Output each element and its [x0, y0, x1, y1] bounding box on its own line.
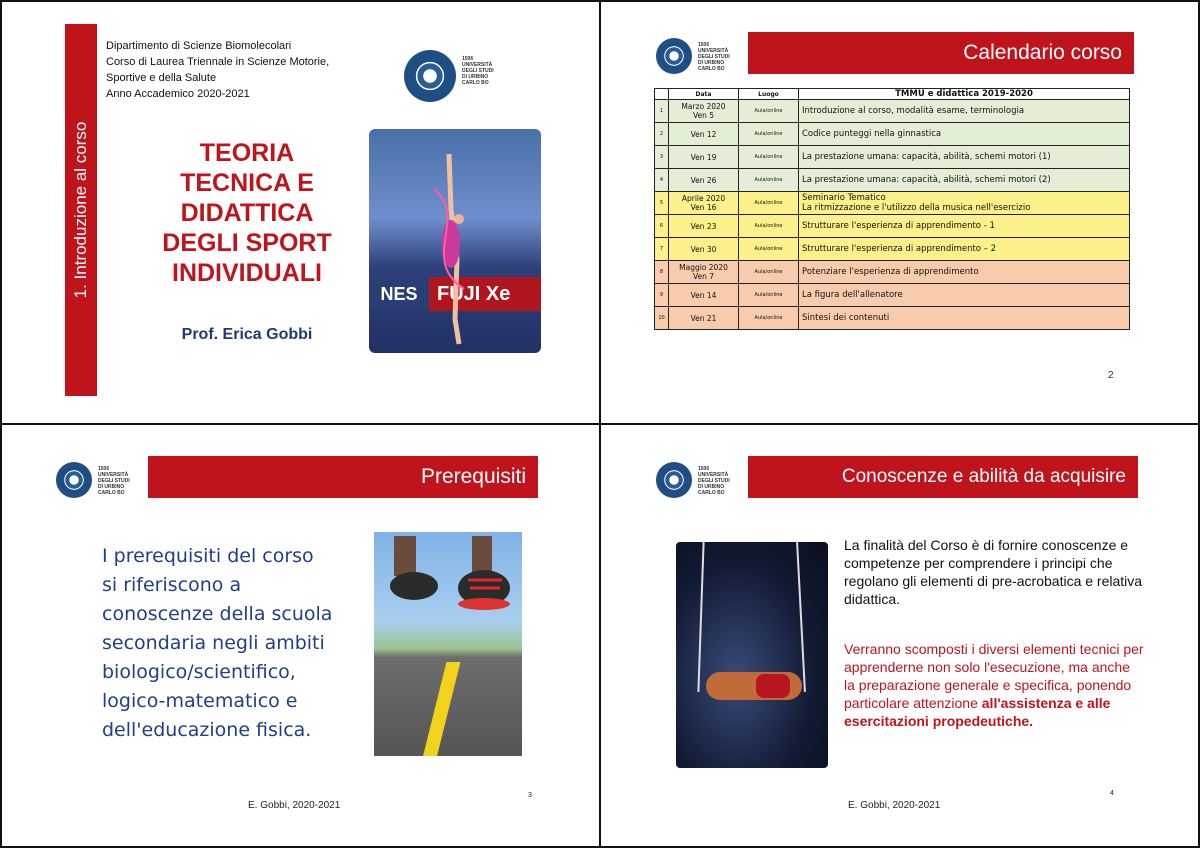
- table-row: [655, 169, 1130, 192]
- slide-title: Conoscenze e abilità da acquisire: [748, 456, 1138, 498]
- section-sidebar: [65, 24, 97, 396]
- uni-line: DEGLI STUDI: [698, 478, 730, 484]
- title-line: DEGLI SPORT: [162, 229, 332, 257]
- title-line: TEORIA: [199, 139, 295, 167]
- slide-2: [612, 12, 1188, 412]
- section-label: 1. Introduzione al corso: [71, 121, 90, 299]
- row-location: Aula/online: [739, 100, 799, 123]
- gymnast-shorts: [756, 674, 790, 698]
- photo-banner-right: FUJI Xe: [429, 277, 541, 311]
- row-date: Ven 23: [669, 215, 739, 238]
- row-date: Ven 14: [669, 284, 739, 307]
- row-date: Aprile 2020 Ven 16: [669, 192, 739, 215]
- uni-line: 1506: [462, 56, 474, 62]
- course-method-text: [844, 640, 1144, 730]
- row-date: Maggio 2020 Ven 7: [669, 261, 739, 284]
- col-header: Luogo: [739, 89, 799, 100]
- professor-name: Prof. Erica Gobbi: [181, 326, 313, 343]
- rings-gymnast-photo: [676, 542, 828, 768]
- text-line: secondaria negli ambiti: [102, 632, 325, 654]
- photo-banner-left: NES: [369, 279, 429, 309]
- row-number: 5: [655, 192, 669, 215]
- table-body: [655, 100, 1130, 330]
- text-line: logico-matematico e: [102, 690, 298, 712]
- uni-line: DEGLI STUDI: [462, 68, 494, 74]
- table-row: [655, 146, 1130, 169]
- method-emphasis: all'assistenza e alle esercitazioni propedeutiche.: [844, 695, 1111, 729]
- road-line: [422, 662, 461, 756]
- slide-title: Calendario corso: [748, 32, 1134, 74]
- row-location: Aula/online: [739, 192, 799, 215]
- row-date: Ven 12: [669, 123, 739, 146]
- course-aim-text: La finalità del Corso è di fornire conoscenze e competenze per comprendere i principi che regolano gli elementi di pre-acrobatica e relativa didattica.: [844, 537, 1143, 607]
- uni-line: DI URBINO: [698, 484, 725, 490]
- row-number: 2: [655, 123, 669, 146]
- uni-line: DI URBINO: [698, 60, 725, 66]
- uni-line: DI URBINO: [462, 74, 489, 80]
- row-location: Aula/online: [739, 284, 799, 307]
- footer-author: E. Gobbi, 2020-2021: [848, 800, 941, 811]
- table-row: [655, 238, 1130, 261]
- uni-line: CARLO BO: [462, 80, 489, 86]
- university-name: [698, 466, 748, 496]
- dept-line: Corso di Laurea Triennale in Scienze Motorie,: [106, 56, 330, 68]
- handout-divider-horizontal: [0, 423, 1200, 425]
- table-row: [655, 307, 1130, 330]
- col-header: TMMU e didattica 2019-2020: [799, 89, 1130, 100]
- table-row: [655, 192, 1130, 215]
- row-number: 3: [655, 146, 669, 169]
- university-name: [698, 42, 748, 72]
- col-header: Data: [669, 89, 739, 100]
- row-date: Marzo 2020 Ven 5: [669, 100, 739, 123]
- row-topic: La prestazione umana: capacità, abilità, schemi motori (1): [799, 146, 1130, 169]
- gymnast-photo: [369, 129, 541, 353]
- row-number: 1: [655, 100, 669, 123]
- uni-line: UNIVERSITÀ: [698, 472, 729, 478]
- prerequisites-text: [102, 542, 362, 745]
- uni-line: DEGLI STUDI: [698, 54, 730, 60]
- department-info: [106, 38, 396, 102]
- row-topic: Seminario Tematico La ritmizzazione e l'utilizzo della musica nell'esercizio: [799, 192, 1130, 215]
- university-seal-icon: [56, 462, 92, 498]
- table-header-row: [655, 89, 1130, 100]
- text-line: dell'educazione fisica.: [102, 719, 312, 741]
- row-topic: Sintesi dei contenuti: [799, 307, 1130, 330]
- uni-line: DEGLI STUDI: [98, 478, 130, 484]
- row-topic: Introduzione al corso, modalità esame, terminologia: [799, 100, 1130, 123]
- row-number: 9: [655, 284, 669, 307]
- runner-photo: [374, 532, 522, 756]
- method-text: Verranno scomposti i diversi elementi tecnici per apprenderne non solo l'esecuzione, ma anche la preparazione generale e specifica, ponendo particolare attenzione: [844, 641, 1144, 711]
- row-topic: La prestazione umana: capacità, abilità, schemi motori (2): [799, 169, 1130, 192]
- uni-line: 1506: [98, 466, 110, 472]
- dept-line: Sportive e della Salute: [106, 72, 217, 84]
- text-line: biologico/scientifico,: [102, 661, 296, 683]
- row-date: Ven 19: [669, 146, 739, 169]
- uni-line: UNIVERSITÀ: [698, 48, 729, 54]
- table-row: [655, 123, 1130, 146]
- row-topic: Codice punteggi nella ginnastica: [799, 123, 1130, 146]
- running-shoes-icon: [384, 536, 514, 626]
- gymnast-figure-icon: [429, 149, 469, 349]
- row-location: Aula/online: [739, 169, 799, 192]
- ring-rope: [697, 542, 704, 692]
- uni-line: UNIVERSITÀ: [98, 472, 129, 478]
- table-row: [655, 215, 1130, 238]
- footer-author: E. Gobbi, 2020-2021: [248, 800, 341, 811]
- slide-title: Prerequisiti: [148, 456, 538, 498]
- row-number: 10: [655, 307, 669, 330]
- title-line: TECNICA E: [180, 169, 314, 197]
- uni-line: UNIVERSITÀ: [462, 62, 493, 68]
- page-number: 2: [1108, 370, 1114, 381]
- slide-3: [12, 436, 588, 836]
- dept-line: Dipartimento di Scienze Biomolecolari: [106, 40, 292, 52]
- row-location: Aula/online: [739, 261, 799, 284]
- uni-line: DI URBINO: [98, 484, 125, 490]
- table-row: [655, 100, 1130, 123]
- university-name: [98, 466, 148, 496]
- uni-line: 1506: [698, 42, 710, 48]
- title-line: DIDATTICA: [180, 199, 314, 227]
- slide-4: [612, 436, 1188, 836]
- row-number: 8: [655, 261, 669, 284]
- university-seal-icon: [656, 462, 692, 498]
- slide-1: [12, 12, 588, 412]
- row-date: Ven 26: [669, 169, 739, 192]
- text-line: conoscenze della scuola: [102, 603, 333, 625]
- row-number: 7: [655, 238, 669, 261]
- row-location: Aula/online: [739, 307, 799, 330]
- university-seal-icon: [656, 38, 692, 74]
- university-name: [462, 56, 522, 86]
- row-topic: Strutturare l'esperienza di apprendimento – 2: [799, 238, 1130, 261]
- page-number: 3: [528, 792, 532, 799]
- page-number: 4: [1110, 790, 1114, 797]
- university-seal-icon: [404, 50, 456, 102]
- table-row: [655, 261, 1130, 284]
- row-topic: Potenziare l'esperienza di apprendimento: [799, 261, 1130, 284]
- row-number: 4: [655, 169, 669, 192]
- ring-rope: [796, 542, 806, 692]
- row-date: Ven 21: [669, 307, 739, 330]
- uni-line: CARLO BO: [98, 490, 125, 496]
- row-topic: La figura dell'allenatore: [799, 284, 1130, 307]
- col-header: [655, 89, 669, 100]
- table-row: [655, 284, 1130, 307]
- row-date: Ven 30: [669, 238, 739, 261]
- row-location: Aula/online: [739, 123, 799, 146]
- row-topic: Strutturare l'esperienza di apprendimento - 1: [799, 215, 1130, 238]
- uni-line: 1506: [698, 466, 710, 472]
- dept-line: Anno Accademico 2020-2021: [106, 88, 250, 100]
- row-number: 6: [655, 215, 669, 238]
- title-line: INDIVIDUALI: [172, 259, 322, 287]
- course-title: [142, 138, 352, 288]
- row-location: Aula/online: [739, 215, 799, 238]
- row-location: Aula/online: [739, 238, 799, 261]
- text-line: I prerequisiti del corso: [102, 545, 314, 567]
- uni-line: CARLO BO: [698, 66, 725, 72]
- uni-line: CARLO BO: [698, 490, 725, 496]
- text-line: si riferiscono a: [102, 574, 242, 596]
- calendar-table: [654, 88, 1130, 330]
- row-location: Aula/online: [739, 146, 799, 169]
